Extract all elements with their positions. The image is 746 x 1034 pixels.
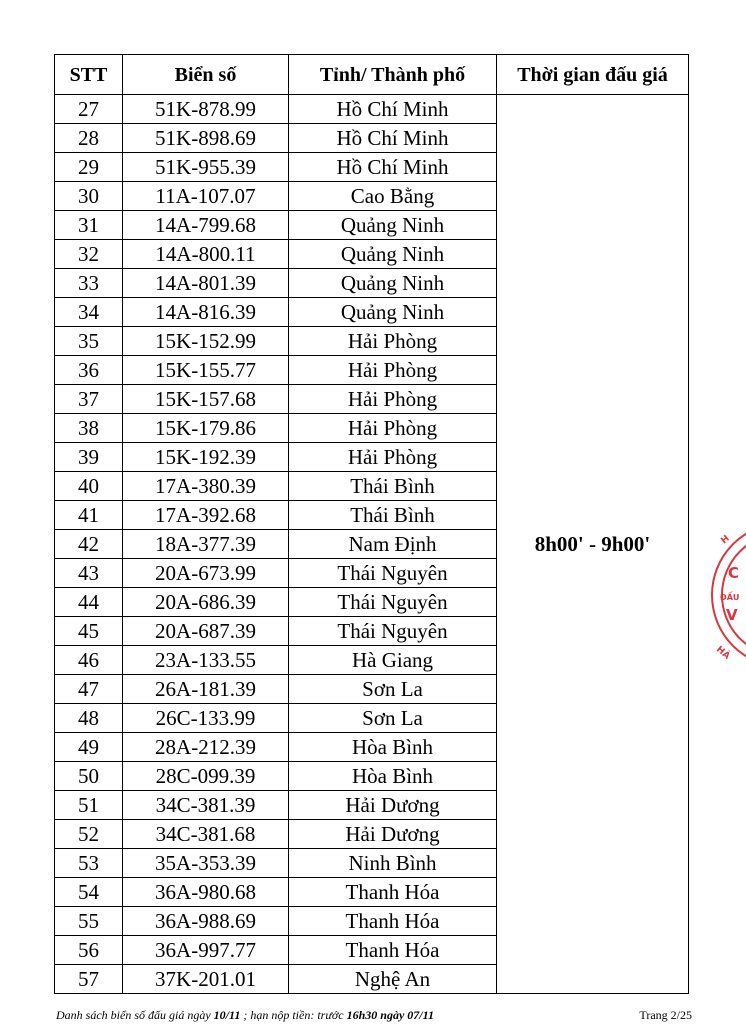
cell-province: Nghệ An <box>289 965 497 994</box>
cell-stt: 41 <box>55 501 123 530</box>
header-stt: STT <box>55 55 123 95</box>
cell-stt: 39 <box>55 443 123 472</box>
cell-plate: 11A-107.07 <box>123 182 289 211</box>
cell-stt: 49 <box>55 733 123 762</box>
cell-province: Ninh Bình <box>289 849 497 878</box>
svg-text:H: H <box>719 533 732 547</box>
cell-plate: 35A-353.39 <box>123 849 289 878</box>
cell-stt: 55 <box>55 907 123 936</box>
cell-stt: 57 <box>55 965 123 994</box>
cell-province: Hải Phòng <box>289 414 497 443</box>
cell-plate: 26C-133.99 <box>123 704 289 733</box>
red-seal-stamp <box>706 520 746 670</box>
footer-deadline: 16h30 ngày 07/11 <box>346 1008 434 1022</box>
page-number: Trang 2/25 <box>639 1008 692 1022</box>
cell-province: Quảng Ninh <box>289 211 497 240</box>
cell-plate: 36A-980.68 <box>123 878 289 907</box>
cell-plate: 14A-800.11 <box>123 240 289 269</box>
footer-note <box>56 1008 434 1023</box>
cell-province: Quảng Ninh <box>289 269 497 298</box>
cell-province: Hồ Chí Minh <box>289 124 497 153</box>
cell-province: Hồ Chí Minh <box>289 153 497 182</box>
table-body <box>55 95 689 994</box>
cell-stt: 51 <box>55 791 123 820</box>
cell-plate: 23A-133.55 <box>123 646 289 675</box>
cell-plate: 14A-801.39 <box>123 269 289 298</box>
cell-plate: 26A-181.39 <box>123 675 289 704</box>
cell-plate: 17A-392.68 <box>123 501 289 530</box>
cell-province: Hải Dương <box>289 820 497 849</box>
cell-province: Thái Bình <box>289 501 497 530</box>
cell-stt: 48 <box>55 704 123 733</box>
cell-plate: 20A-687.39 <box>123 617 289 646</box>
cell-stt: 54 <box>55 878 123 907</box>
cell-plate: 34C-381.39 <box>123 791 289 820</box>
plate-auction-table <box>54 54 689 994</box>
cell-province: Hải Phòng <box>289 327 497 356</box>
cell-plate: 20A-673.99 <box>123 559 289 588</box>
cell-stt: 56 <box>55 936 123 965</box>
cell-stt: 29 <box>55 153 123 182</box>
cell-plate: 15K-152.99 <box>123 327 289 356</box>
table-header-row <box>55 55 689 95</box>
cell-plate: 28A-212.39 <box>123 733 289 762</box>
cell-province: Hà Giang <box>289 646 497 675</box>
header-time: Thời gian đấu giá <box>497 55 689 95</box>
cell-stt: 30 <box>55 182 123 211</box>
cell-plate: 15K-155.77 <box>123 356 289 385</box>
cell-stt: 47 <box>55 675 123 704</box>
auction-time-cell: 8h00' - 9h00' <box>497 95 689 994</box>
cell-province: Hải Phòng <box>289 385 497 414</box>
cell-province: Thanh Hóa <box>289 936 497 965</box>
cell-plate: 36A-997.77 <box>123 936 289 965</box>
svg-text:C: C <box>728 564 740 582</box>
cell-plate: 15K-157.68 <box>123 385 289 414</box>
cell-stt: 52 <box>55 820 123 849</box>
cell-province: Cao Bằng <box>289 182 497 211</box>
cell-plate: 15K-192.39 <box>123 443 289 472</box>
footer-middle: ; hạn nộp tiền: trước <box>240 1008 347 1022</box>
cell-plate: 28C-099.39 <box>123 762 289 791</box>
cell-stt: 42 <box>55 530 123 559</box>
cell-stt: 35 <box>55 327 123 356</box>
cell-province: Sơn La <box>289 704 497 733</box>
cell-province: Thái Nguyên <box>289 617 497 646</box>
cell-province: Hòa Bình <box>289 733 497 762</box>
svg-text:ĐẤU: ĐẤU <box>720 593 740 602</box>
header-plate: Biển số <box>123 55 289 95</box>
cell-plate: 51K-955.39 <box>123 153 289 182</box>
cell-province: Thái Nguyên <box>289 588 497 617</box>
cell-stt: 32 <box>55 240 123 269</box>
cell-province: Thanh Hóa <box>289 878 497 907</box>
cell-plate: 14A-799.68 <box>123 211 289 240</box>
cell-plate: 17A-380.39 <box>123 472 289 501</box>
cell-province: Nam Định <box>289 530 497 559</box>
cell-plate: 36A-988.69 <box>123 907 289 936</box>
cell-stt: 31 <box>55 211 123 240</box>
cell-province: Hải Dương <box>289 791 497 820</box>
cell-stt: 46 <box>55 646 123 675</box>
cell-province: Sơn La <box>289 675 497 704</box>
cell-province: Quảng Ninh <box>289 240 497 269</box>
svg-text:HÀ: HÀ <box>714 644 732 662</box>
cell-stt: 27 <box>55 95 123 124</box>
cell-stt: 43 <box>55 559 123 588</box>
cell-province: Thái Bình <box>289 472 497 501</box>
cell-plate: 14A-816.39 <box>123 298 289 327</box>
cell-plate: 37K-201.01 <box>123 965 289 994</box>
cell-stt: 53 <box>55 849 123 878</box>
cell-stt: 45 <box>55 617 123 646</box>
svg-text:V: V <box>726 606 738 624</box>
cell-plate: 20A-686.39 <box>123 588 289 617</box>
footer-prefix: Danh sách biển số đấu giá ngày <box>56 1008 214 1022</box>
cell-province: Hải Phòng <box>289 443 497 472</box>
cell-province: Hải Phòng <box>289 356 497 385</box>
cell-province: Thanh Hóa <box>289 907 497 936</box>
cell-plate: 34C-381.68 <box>123 820 289 849</box>
cell-stt: 50 <box>55 762 123 791</box>
cell-plate: 51K-878.99 <box>123 95 289 124</box>
cell-stt: 44 <box>55 588 123 617</box>
cell-stt: 38 <box>55 414 123 443</box>
cell-stt: 28 <box>55 124 123 153</box>
cell-stt: 33 <box>55 269 123 298</box>
cell-stt: 34 <box>55 298 123 327</box>
cell-stt: 37 <box>55 385 123 414</box>
cell-province: Hòa Bình <box>289 762 497 791</box>
cell-province: Quảng Ninh <box>289 298 497 327</box>
cell-stt: 36 <box>55 356 123 385</box>
table-row <box>55 95 689 124</box>
cell-plate: 15K-179.86 <box>123 414 289 443</box>
cell-plate: 18A-377.39 <box>123 530 289 559</box>
header-province: Tỉnh/ Thành phố <box>289 55 497 95</box>
footer-date: 10/11 <box>213 1008 241 1022</box>
cell-province: Hồ Chí Minh <box>289 95 497 124</box>
cell-plate: 51K-898.69 <box>123 124 289 153</box>
cell-province: Thái Nguyên <box>289 559 497 588</box>
cell-stt: 40 <box>55 472 123 501</box>
